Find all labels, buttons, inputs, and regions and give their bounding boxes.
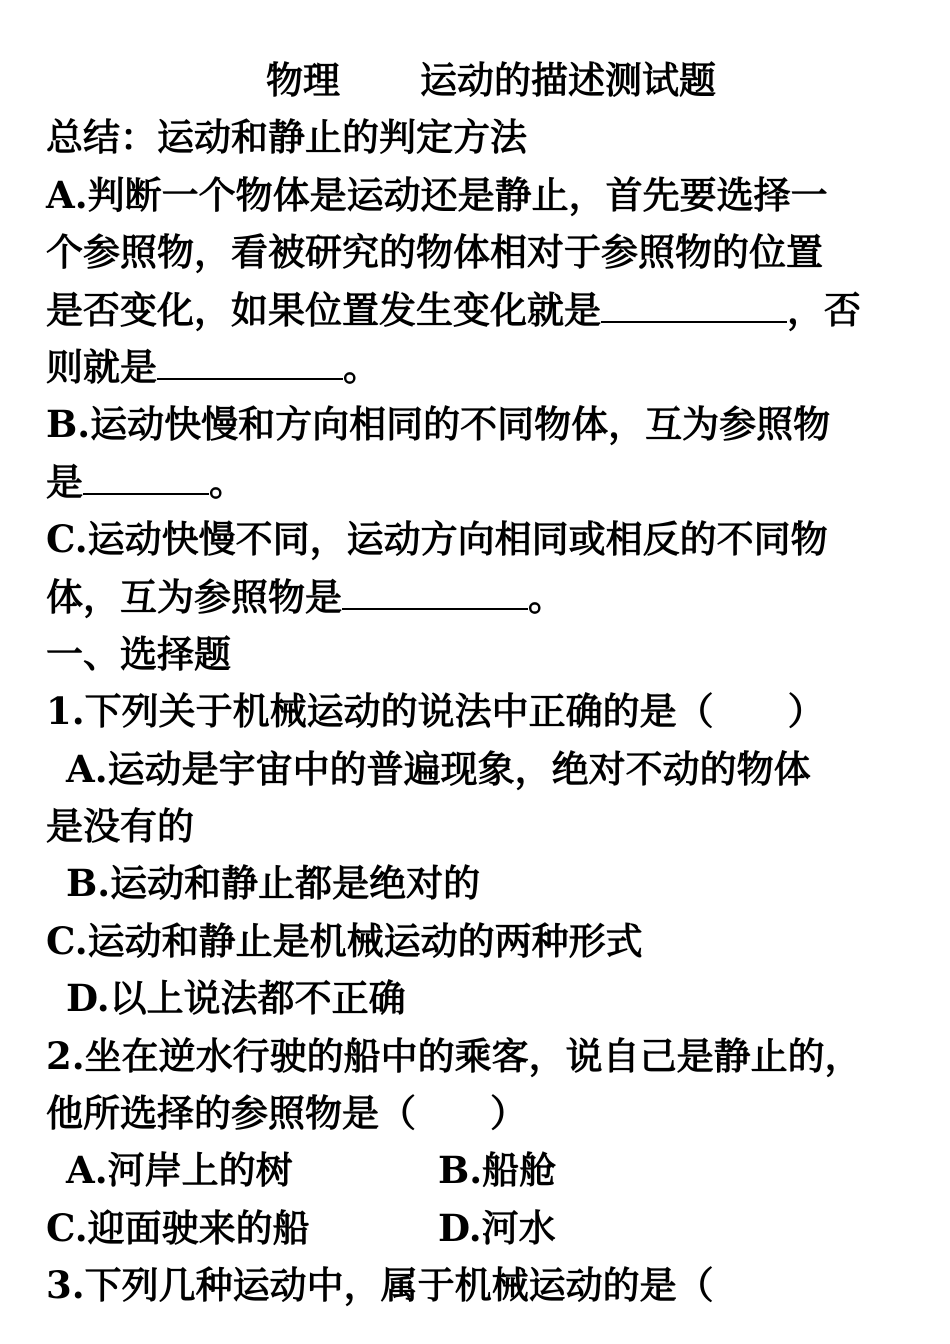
q2-option-a: A.河岸上的树 (66, 1148, 293, 1193)
summary-c-line1: C.运动快慢不同，运动方向相同或相反的不同物 (46, 517, 828, 562)
summary-heading: 总结：运动和静止的判定方法 (46, 115, 527, 160)
q1-option-a-line1: A.运动是宇宙中的普遍现象，绝对不动的物体 (66, 746, 811, 791)
answer-blank-1[interactable] (601, 285, 787, 323)
summary-a-line3-text: 是否变化，如果位置发生变化就是 (46, 287, 601, 332)
section-heading: 一、选择题 (46, 631, 231, 676)
title-name: 运动的描述测试题 (420, 58, 716, 102)
summary-b-line2-tail: 。 (209, 459, 246, 504)
summary-a-line4-text: 则就是 (46, 344, 157, 389)
summary-a-line2: 个参照物，看被研究的物体相对于参照物的位置 (46, 230, 823, 275)
q2-stem-line2: 他所选择的参照物是（ ） (46, 1091, 527, 1136)
summary-b-line2 (46, 454, 916, 511)
q1-option-c: C.运动和静止是机械运动的两种形式 (46, 918, 643, 963)
q1-option-d: D.以上说法都不正确 (66, 976, 406, 1021)
q2-option-d: D.河水 (438, 1205, 556, 1250)
answer-blank-2[interactable] (157, 342, 343, 380)
answer-blank-3[interactable] (83, 457, 209, 495)
summary-a-line4-tail: 。 (343, 344, 380, 389)
summary-c-line2 (46, 569, 916, 626)
summary-c-line2-tail: 。 (528, 574, 565, 619)
answer-blank-4[interactable] (342, 572, 528, 610)
summary-c-line2-text: 体，互为参照物是 (46, 574, 342, 619)
summary-b-line1: B.运动快慢和方向相同的不同物体，互为参照物 (46, 402, 831, 447)
summary-a-line1: A.判断一个物体是运动还是静止，首先要选择一 (46, 172, 828, 217)
q2-options-row2 (46, 1200, 916, 1257)
q1-stem: 1.下列关于机械运动的说法中正确的是（ ） (46, 689, 825, 734)
summary-a-line3-tail: ，否 (787, 287, 861, 332)
title-subject: 物理 (266, 58, 340, 102)
q1-option-b: B.运动和静止都是绝对的 (66, 861, 481, 906)
q2-options-row1 (46, 1142, 916, 1199)
summary-b-line2-text: 是 (46, 459, 83, 504)
q2-option-c: C.迎面驶来的船 (46, 1205, 310, 1250)
q1-option-a-line2: 是没有的 (46, 804, 194, 849)
q2-stem-line1: 2.坐在逆水行驶的船中的乘客，说自己是静止的， (46, 1033, 862, 1078)
q2-option-b: B.船舱 (438, 1148, 557, 1193)
document-page (46, 52, 916, 1315)
page-title (46, 52, 916, 109)
summary-a-line4 (46, 339, 916, 396)
summary-a-line3 (46, 282, 916, 339)
q3-stem: 3.下列几种运动中，属于机械运动的是（ (46, 1263, 714, 1308)
